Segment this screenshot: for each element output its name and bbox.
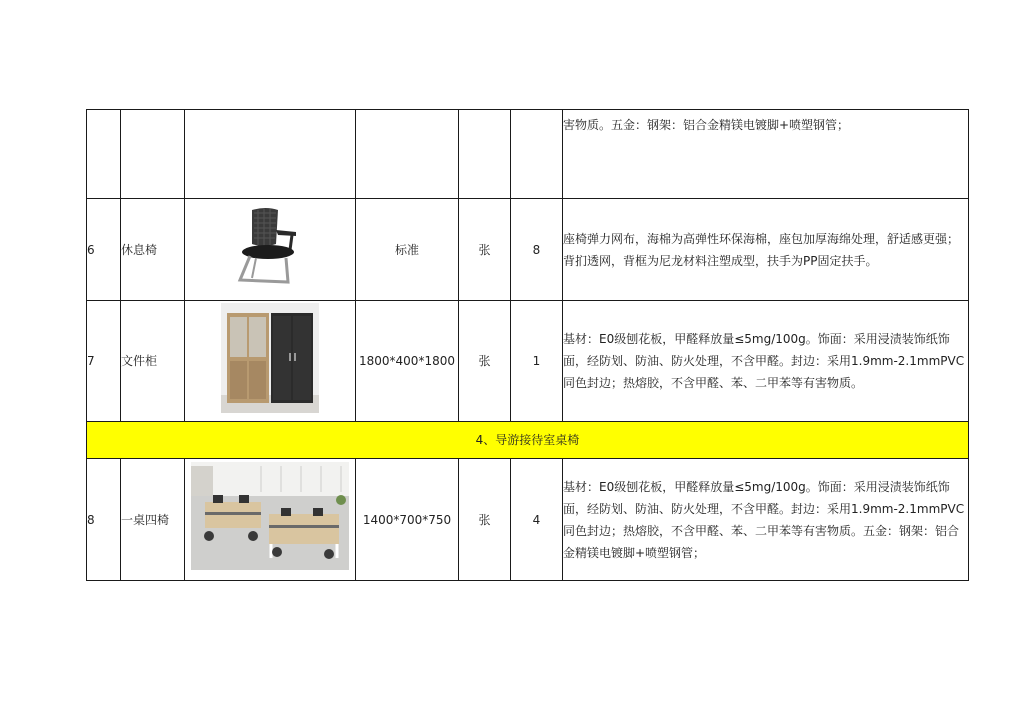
table-row <box>87 459 969 581</box>
item-quantity: 1 <box>511 301 563 422</box>
item-image-cell <box>185 110 356 199</box>
item-unit: 张 <box>459 199 511 301</box>
section-title: 4、导游接待室桌椅 <box>87 422 969 459</box>
table-row <box>87 199 969 301</box>
table-row <box>87 301 969 422</box>
item-quantity <box>511 110 563 199</box>
item-description: 座椅弹力网布，海棉为高弹性环保海棉，座包加厚海绵处理，舒适感更强；背扪透网，背框为尼龙材料注塑成型，扶手为PP固定扶手。 <box>563 199 969 301</box>
item-unit <box>459 110 511 199</box>
office-desk-image <box>191 462 349 570</box>
item-size: 标准 <box>356 199 459 301</box>
item-name: 一桌四椅 <box>121 459 185 581</box>
item-quantity: 4 <box>511 459 563 581</box>
row-number: 8 <box>87 459 121 581</box>
item-image-cell <box>185 459 356 581</box>
row-number <box>87 110 121 199</box>
item-name: 休息椅 <box>121 199 185 301</box>
row-number: 7 <box>87 301 121 422</box>
file-cabinet-image <box>221 303 319 413</box>
table-row <box>87 110 969 199</box>
mesh-chair-image <box>236 204 304 288</box>
item-unit: 张 <box>459 301 511 422</box>
item-unit: 张 <box>459 459 511 581</box>
item-image-cell <box>185 301 356 422</box>
spec-table <box>86 109 969 581</box>
item-image-cell <box>185 199 356 301</box>
item-quantity: 8 <box>511 199 563 301</box>
item-size <box>356 110 459 199</box>
item-name: 文件柜 <box>121 301 185 422</box>
item-size: 1400*700*750 <box>356 459 459 581</box>
item-name <box>121 110 185 199</box>
item-description: 害物质。五金：钢架：铝合金精镁电镀脚+喷塑钢管； <box>563 110 969 199</box>
row-number: 6 <box>87 199 121 301</box>
item-size: 1800*400*1800 <box>356 301 459 422</box>
item-description: 基材：E0级刨花板，甲醛释放量≤5mg/100g。饰面：采用浸渍装饰纸饰面，经防划、防油、防火处理，不含甲醛。封边：采用1.9mm-2.1mmPVC同色封边；热熔胶，不含甲醛、苯、二甲苯等有害物质。五金：钢架：铝合金精镁电镀脚+喷塑钢管； <box>563 459 969 581</box>
item-description: 基材：E0级刨花板，甲醛释放量≤5mg/100g。饰面：采用浸渍装饰纸饰面，经防划、防油、防火处理，不含甲醛。封边：采用1.9mm-2.1mmPVC同色封边；热熔胶，不含甲醛、苯、二甲苯等有害物质。 <box>563 301 969 422</box>
section-header-row <box>87 422 969 459</box>
